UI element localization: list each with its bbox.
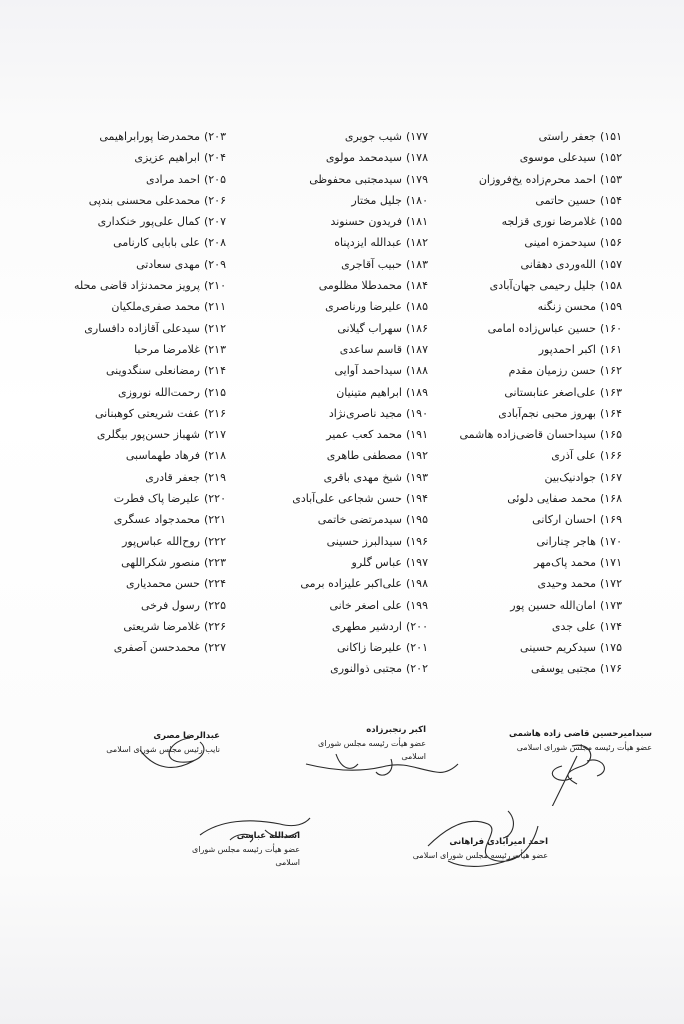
- member-entry: [462, 275, 622, 296]
- member-name: علی‌اصغر عنابستانی: [504, 385, 596, 399]
- signatory-name: احمد امیرآبادی فراهانی: [449, 837, 548, 847]
- member-name: فرهاد طهماسبی: [125, 449, 200, 463]
- member-name: رمضانعلی سنگدوینی: [105, 364, 200, 378]
- member-number: ۱۷۶): [599, 662, 622, 676]
- member-entry: [36, 296, 226, 317]
- member-number: ۱۹۴): [405, 492, 428, 506]
- member-entry: [462, 339, 622, 360]
- member-entry: [258, 254, 428, 275]
- member-number: ۱۹۶): [405, 534, 428, 548]
- member-name: احمد محرم‌زاده یخ‌فروزان: [478, 172, 596, 186]
- member-entry: [462, 318, 622, 339]
- member-entry: [258, 488, 428, 509]
- member-number: ۱۹۹): [405, 598, 428, 612]
- member-entry: [36, 382, 226, 403]
- member-entry: [462, 360, 622, 381]
- member-number: ۱۸۱): [405, 215, 428, 229]
- member-name: شیب جویری: [344, 130, 402, 143]
- member-entry: [258, 126, 428, 147]
- member-entry: [462, 296, 622, 317]
- member-number: ۲۱۹): [203, 470, 226, 484]
- member-entry: [462, 147, 622, 168]
- member-name: علی جدی: [551, 619, 596, 633]
- member-number: ۲۲۳): [203, 555, 226, 569]
- member-entry: [36, 190, 226, 211]
- member-entry: [462, 637, 622, 658]
- member-name: قاسم ساعدی: [339, 342, 402, 356]
- member-entry: [258, 169, 428, 190]
- member-number: ۱۶۴): [599, 406, 622, 420]
- signatory-name: عبدالرضا مصری: [153, 731, 220, 741]
- member-name: هاجر چنارانی: [536, 534, 596, 548]
- member-number: ۱۸۲): [405, 236, 428, 250]
- member-entry: [462, 232, 622, 253]
- member-number: ۱۸۸): [405, 364, 428, 378]
- member-entry: [462, 169, 622, 190]
- member-name: احسان ارکانی: [532, 513, 596, 527]
- member-name: سیدکریم حسینی: [520, 641, 596, 655]
- member-name: مجتبی ذوالنوری: [330, 662, 402, 676]
- signature-block-3: [100, 730, 220, 756]
- member-name: محمدرضا پورابراهیمی: [99, 130, 200, 143]
- member-number: ۱۵۶): [599, 236, 622, 250]
- member-name: علیرضا پاک فطرت: [113, 492, 200, 506]
- handwritten-signature: [296, 734, 466, 794]
- member-entry: [36, 488, 226, 509]
- member-name: رسول فرخی: [140, 598, 200, 612]
- member-number: ۱۹۸): [405, 577, 428, 591]
- member-name: حسین عباس‌زاده امامی: [487, 321, 596, 335]
- member-entry: [258, 360, 428, 381]
- member-number: ۱۷۵): [599, 641, 622, 655]
- member-name: سیدحمزه امینی: [524, 236, 596, 250]
- member-name: جعفر راستی: [538, 130, 596, 143]
- member-entry: [36, 169, 226, 190]
- handwritten-signature: [100, 730, 220, 780]
- signatory-name: سیدامیرحسین قاضی زاده هاشمی: [509, 729, 652, 739]
- member-name: علی بابایی کارنامی: [113, 236, 200, 250]
- member-entry: [459, 424, 622, 445]
- member-entry: [258, 658, 428, 679]
- member-list-column-left: [36, 126, 226, 658]
- member-number: ۱۵۸): [599, 279, 622, 293]
- member-number: ۱۷۴): [599, 619, 622, 633]
- member-entry: [462, 403, 622, 424]
- member-number: ۱۶۱): [599, 342, 622, 356]
- member-list-column-right: [459, 126, 622, 680]
- member-entry: [258, 211, 428, 232]
- member-name: سیدمرتضی خاتمی: [317, 513, 402, 527]
- member-entry: [462, 445, 622, 466]
- member-number: ۱۶۰): [599, 321, 622, 335]
- member-number: ۲۰۳): [203, 130, 226, 143]
- member-number: ۲۰۵): [203, 172, 226, 186]
- member-number: ۲۰۶): [203, 193, 226, 207]
- member-number: ۲۲۴): [203, 577, 226, 591]
- member-entry: [462, 467, 622, 488]
- member-name: محمدجواد عسگری: [113, 513, 200, 527]
- member-name: محمد پاک‌مهر: [534, 555, 596, 569]
- member-name: علی اصغر خانی: [329, 598, 402, 612]
- member-name: سیداحسان قاضی‌زاده هاشمی: [459, 428, 596, 442]
- member-name: بهروز محبی نجم‌آبادی: [498, 406, 596, 420]
- member-number: ۱۹۳): [405, 470, 428, 484]
- member-number: ۲۲۱): [203, 513, 226, 527]
- member-name: جلیل رحیمی جهان‌آبادی: [489, 279, 596, 293]
- member-entry: [462, 126, 622, 147]
- handwritten-signature: [408, 806, 548, 876]
- member-number: ۱۸۰): [405, 193, 428, 207]
- member-number: ۱۷۳): [599, 598, 622, 612]
- member-entry: [462, 190, 622, 211]
- member-name: جوادنیک‌بین: [544, 470, 596, 484]
- member-entry: [36, 254, 226, 275]
- member-name: غلامرضا شریعتی: [123, 619, 200, 633]
- member-number: ۲۱۶): [203, 406, 226, 420]
- member-entry: [258, 467, 428, 488]
- member-name: امان‌الله حسین پور: [510, 598, 596, 612]
- member-number: ۱۶۲): [599, 364, 622, 378]
- member-entry: [258, 573, 428, 594]
- member-name: حسین حاتمی: [535, 193, 596, 207]
- member-name: ابراهیم متینیان: [336, 385, 402, 399]
- member-number: ۲۱۰): [203, 279, 226, 293]
- member-entry: [36, 467, 226, 488]
- member-entry: [462, 382, 622, 403]
- handwritten-signature: [502, 736, 652, 806]
- member-name: احمد مرادی: [145, 172, 200, 186]
- member-number: ۱۶۵): [599, 428, 622, 442]
- member-entry: [462, 616, 622, 637]
- member-entry: [36, 573, 226, 594]
- member-name: کمال علی‌پور خنکداری: [97, 215, 200, 229]
- member-number: ۱۵۷): [599, 257, 622, 271]
- member-entry: [462, 658, 622, 679]
- member-name: محمد وحیدی: [537, 577, 596, 591]
- member-name: حبیب آقاجری: [341, 257, 402, 271]
- member-number: ۲۲۶): [203, 619, 226, 633]
- signature-block-5: [180, 830, 300, 869]
- member-entry: [258, 403, 428, 424]
- member-entry: [36, 509, 226, 530]
- member-number: ۱۶۳): [599, 385, 622, 399]
- member-entry: [36, 616, 226, 637]
- member-number: ۲۰۹): [203, 257, 226, 271]
- member-entry: [36, 126, 226, 147]
- member-entry: [258, 424, 428, 445]
- member-number: ۲۰۲): [405, 662, 428, 676]
- member-entry: [258, 509, 428, 530]
- member-name: اردشیر مطهری: [331, 619, 402, 633]
- member-name: علی آذری: [551, 449, 596, 463]
- member-name: جلیل مختار: [351, 193, 402, 207]
- member-number: ۱۶۸): [599, 492, 622, 506]
- member-entry: [36, 595, 226, 616]
- member-entry: [36, 531, 226, 552]
- member-name: محسن زنگنه: [537, 300, 596, 314]
- member-entry: [36, 552, 226, 573]
- member-entry: [462, 254, 622, 275]
- member-entry: [258, 296, 428, 317]
- member-name: محمد کعب عمیر: [326, 428, 402, 442]
- member-name: حسن شجاعی علی‌آبادی: [292, 492, 402, 506]
- member-name: مصطفی طاهری: [326, 449, 402, 463]
- member-entry: [462, 552, 622, 573]
- member-name: سیدعلی موسوی: [519, 151, 596, 165]
- member-entry: [258, 382, 428, 403]
- signatory-title: عضو هیأت رئیسه مجلس شورای اسلامی: [317, 739, 426, 761]
- member-name: سیدمحمد مولوی: [325, 151, 402, 165]
- signature-block-4: [408, 836, 548, 862]
- member-entry: [36, 211, 226, 232]
- signature-block-2: [296, 724, 426, 763]
- member-name: اکبر احمدپور: [538, 342, 596, 356]
- member-name: حسن رزمیان مقدم: [508, 364, 596, 378]
- member-entry: [258, 147, 428, 168]
- member-name: پرویز محمدنژاد قاضی محله: [74, 279, 200, 293]
- member-name: مهدی سعادتی: [136, 257, 200, 271]
- member-number: ۲۱۵): [203, 385, 226, 399]
- member-name: علیرضا ورناصری: [325, 300, 402, 314]
- member-entry: [36, 403, 226, 424]
- member-number: ۱۶۷): [599, 470, 622, 484]
- member-number: ۲۰۷): [203, 215, 226, 229]
- member-number: ۱۹۰): [405, 406, 428, 420]
- member-name: عباس گلرو: [351, 555, 402, 569]
- member-name: سیدمجتبی محفوظی: [309, 172, 402, 186]
- member-name: شهباز حسن‌پور بیگلری: [96, 428, 200, 442]
- member-name: محمد صفایی دلوئی: [507, 492, 596, 506]
- member-name: علی‌اکبر علیزاده برمی: [300, 577, 402, 591]
- member-entry: [462, 531, 622, 552]
- member-number: ۱۹۵): [405, 513, 428, 527]
- member-name: عبدالله ایزدپناه: [334, 236, 402, 250]
- member-number: ۱۵۴): [599, 193, 622, 207]
- member-name: حسن محمدیاری: [126, 577, 200, 591]
- member-number: ۱۸۷): [405, 342, 428, 356]
- member-number: ۱۶۶): [599, 449, 622, 463]
- signatory-name: اسدالله عباسی: [236, 831, 300, 841]
- member-name: الله‌وردی دهقانی: [520, 257, 596, 271]
- member-number: ۲۲۵): [203, 598, 226, 612]
- member-number: ۱۸۴): [405, 279, 428, 293]
- member-name: جعفر قادری: [145, 470, 200, 484]
- member-number: ۲۱۳): [203, 342, 226, 356]
- member-number: ۱۷۱): [599, 555, 622, 569]
- member-entry: [36, 147, 226, 168]
- member-entry: [258, 552, 428, 573]
- signatory-title: نایب رئیس مجلس شورای اسلامی: [106, 745, 220, 754]
- member-number: ۲۱۲): [203, 321, 226, 335]
- member-number: ۱۸۶): [405, 321, 428, 335]
- member-entry: [462, 509, 622, 530]
- member-entry: [36, 424, 226, 445]
- member-name: علیرضا زاکانی: [337, 641, 402, 655]
- member-name: محمدعلی محسنی بندپی: [88, 193, 200, 207]
- member-entry: [36, 232, 226, 253]
- member-name: غلامرضا نوری قزلجه: [501, 215, 596, 229]
- member-entry: [462, 211, 622, 232]
- member-number: ۱۷۷): [405, 130, 428, 143]
- member-number: ۱۸۳): [405, 257, 428, 271]
- member-name: غلامرضا مرحبا: [134, 342, 200, 356]
- member-name: محمدطلا مظلومی: [318, 279, 402, 293]
- member-number: ۱۹۱): [405, 428, 428, 442]
- member-number: ۲۰۴): [203, 151, 226, 165]
- member-entry: [462, 573, 622, 594]
- member-number: ۲۱۱): [203, 300, 226, 314]
- member-name: عفت شریعتی کوهبنانی: [94, 406, 200, 420]
- member-name: ابراهیم عزیزی: [134, 151, 200, 165]
- member-entry: [36, 339, 226, 360]
- member-entry: [258, 339, 428, 360]
- member-name: سیداحمد آوایی: [334, 364, 402, 378]
- member-number: ۱۹۲): [405, 449, 428, 463]
- signatory-title: عضو هیأت رئیسه مجلس شورای اسلامی: [412, 851, 548, 860]
- member-number: ۲۰۰): [405, 619, 428, 633]
- member-number: ۱۸۵): [405, 300, 428, 314]
- member-number: ۱۵۱): [599, 130, 622, 143]
- member-number: ۱۵۵): [599, 215, 622, 229]
- member-number: ۱۷۸): [405, 151, 428, 165]
- handwritten-signature: [180, 810, 320, 870]
- member-number: ۲۰۱): [405, 641, 428, 655]
- member-entry: [258, 232, 428, 253]
- member-number: ۱۶۹): [599, 513, 622, 527]
- member-entry: [36, 637, 226, 658]
- member-name: رحمت‌الله نوروزی: [117, 385, 200, 399]
- member-number: ۲۱۸): [203, 449, 226, 463]
- member-number: ۲۲۷): [203, 641, 226, 655]
- member-number: ۲۱۴): [203, 364, 226, 378]
- member-number: ۱۵۳): [599, 172, 622, 186]
- member-list-column-middle: [258, 126, 428, 680]
- member-name: سیدعلی آقازاده دافساری: [84, 321, 200, 335]
- member-number: ۱۷۹): [405, 172, 428, 186]
- signatory-name: اکبر رنجبرزاده: [366, 725, 426, 735]
- member-number: ۱۹۷): [405, 555, 428, 569]
- member-name: روح‌الله عباس‌پور: [122, 534, 200, 548]
- member-name: محمد صفری‌ملکیان: [111, 300, 200, 314]
- member-entry: [462, 488, 622, 509]
- member-number: ۱۵۹): [599, 300, 622, 314]
- member-entry: [36, 360, 226, 381]
- member-entry: [462, 595, 622, 616]
- member-entry: [36, 275, 226, 296]
- member-number: ۲۰۸): [203, 236, 226, 250]
- member-name: سیدالبرز حسینی: [326, 534, 402, 548]
- member-name: شیخ مهدی باقری: [323, 470, 402, 484]
- member-entry: [258, 318, 428, 339]
- member-entry: [258, 190, 428, 211]
- member-entry: [258, 616, 428, 637]
- signatory-title: عضو هیأت رئیسه مجلس شورای اسلامی: [191, 845, 300, 867]
- signature-block-1: [502, 728, 652, 754]
- member-entry: [36, 318, 226, 339]
- member-name: سهراب گیلانی: [337, 321, 402, 335]
- member-name: مجتبی یوسفی: [530, 662, 596, 676]
- member-name: مجید ناصری‌نژاد: [328, 406, 402, 420]
- member-entry: [258, 637, 428, 658]
- member-entry: [36, 445, 226, 466]
- member-entry: [258, 445, 428, 466]
- signatory-title: عضو هیأت رئیسه مجلس شورای اسلامی: [516, 743, 652, 752]
- member-number: ۱۷۲): [599, 577, 622, 591]
- member-number: ۲۲۲): [203, 534, 226, 548]
- member-entry: [258, 531, 428, 552]
- member-entry: [258, 275, 428, 296]
- member-number: ۱۵۲): [599, 151, 622, 165]
- member-name: منصور شکراللهی: [121, 555, 200, 569]
- member-name: محمدحسن آصفری: [113, 641, 200, 655]
- member-number: ۲۱۷): [203, 428, 226, 442]
- member-number: ۱۷۰): [599, 534, 622, 548]
- member-entry: [258, 595, 428, 616]
- member-number: ۲۲۰): [203, 492, 226, 506]
- member-name: فریدون حسنوند: [330, 215, 402, 229]
- member-number: ۱۸۹): [405, 385, 428, 399]
